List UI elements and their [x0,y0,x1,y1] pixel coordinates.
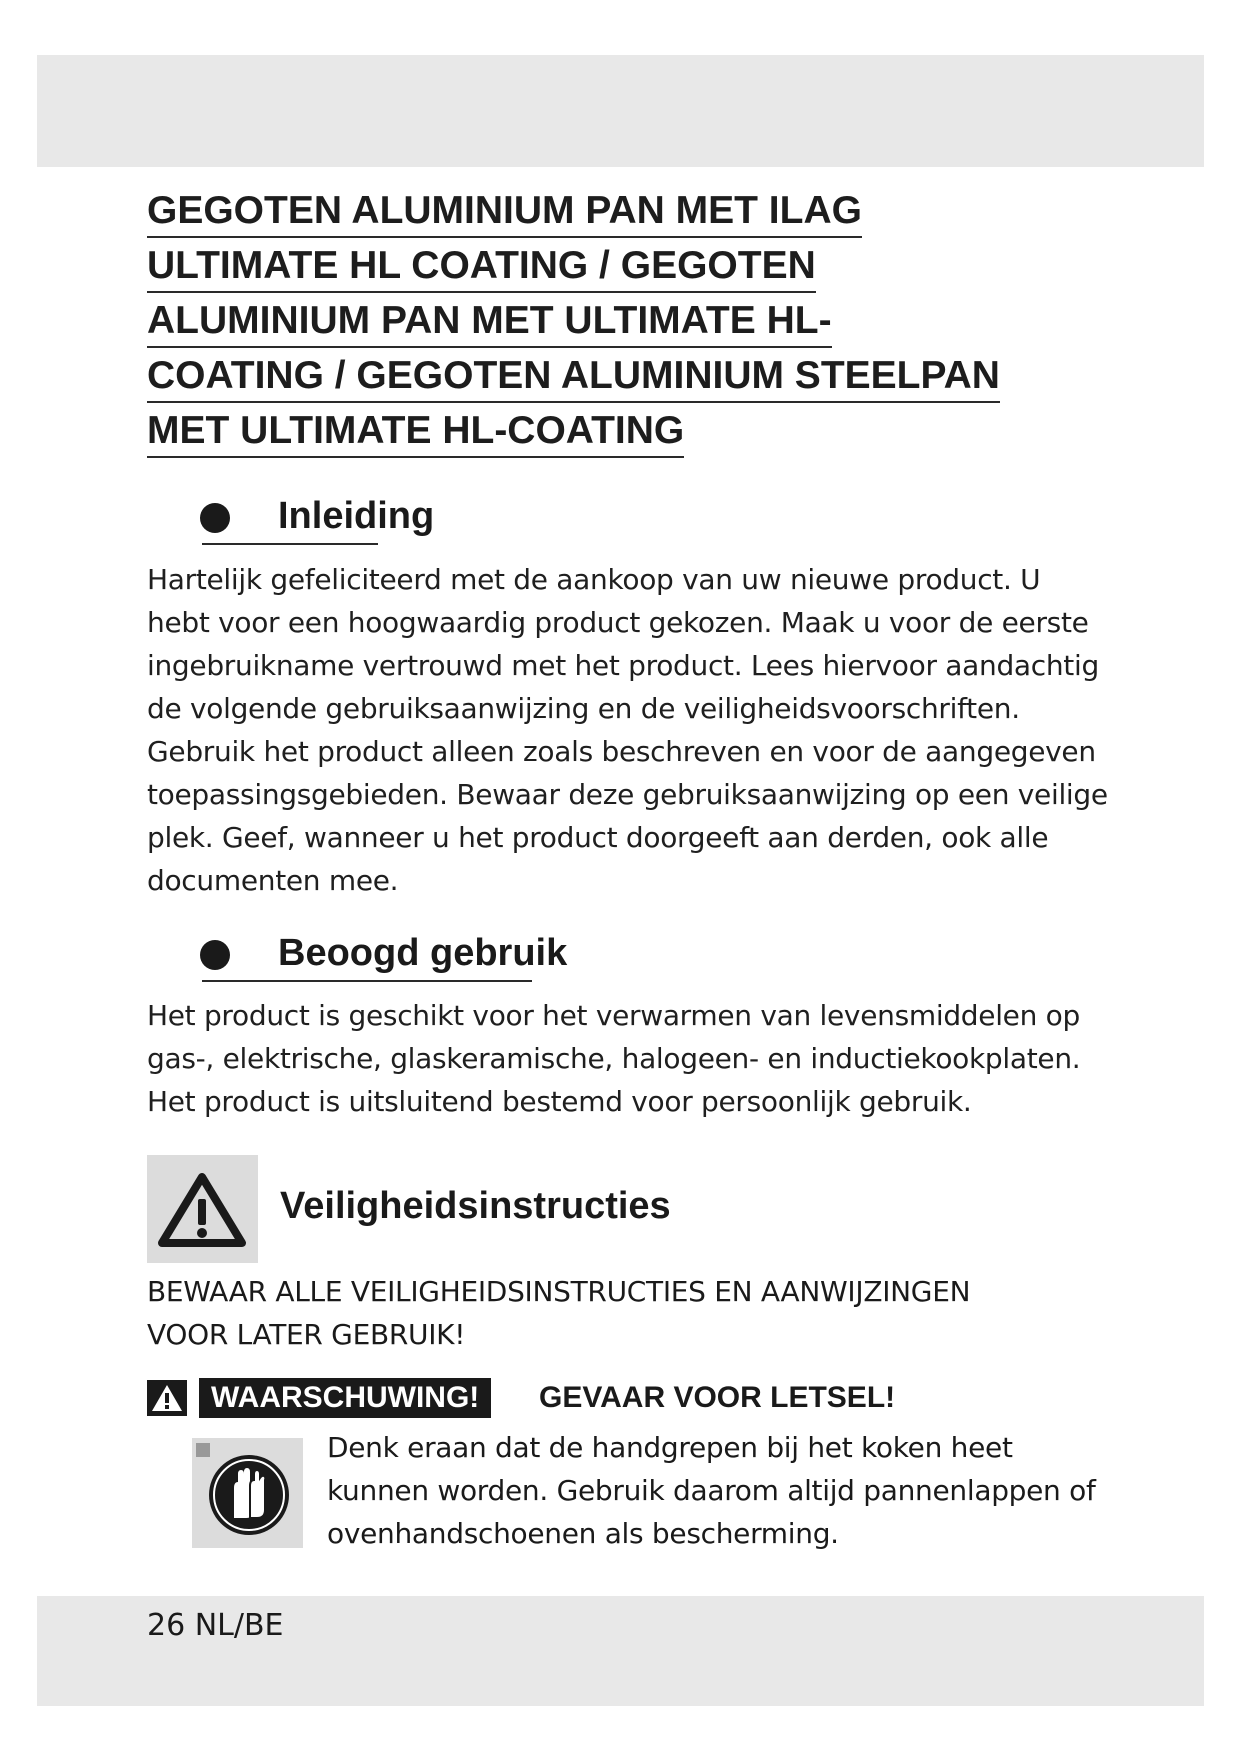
text-line: documenten mee. [147,864,399,897]
document-title [147,186,1087,461]
title-line: GEGOTEN ALUMINIUM PAN MET ILAG [147,186,862,238]
danger-text: GEVAAR VOOR LETSEL! [539,1381,896,1414]
page-number: 26 NL/BE [147,1608,284,1643]
text-line: toepassingsgebieden. Bewaar deze gebruiksaanwijzing op een veilige [147,778,1108,811]
heading-underline [202,543,378,545]
list-bullet-icon [196,1443,210,1457]
heading-underline [202,980,532,982]
text-line: gas-, elektrische, glaskeramische, halogeen- en inductiekookplaten. [147,1042,1081,1075]
section-title: Beoogd gebruik [278,932,568,974]
safety-keep-instructions [147,1270,970,1356]
intended-use-paragraph [147,994,1107,1123]
text-line: Het product is geschikt voor het verwarmen van levensmiddelen op [147,999,1080,1032]
text-line: Hartelijk gefeliciteerd met de aankoop van uw nieuwe product. U [147,563,1041,596]
gloves-instruction [327,1426,1096,1555]
text-line: Het product is uitsluitend bestemd voor persoonlijk gebruik. [147,1085,972,1118]
small-warning-icon [147,1380,187,1416]
text-line: Gebruik het product alleen zoals beschreven en voor de aangegeven [147,735,1096,768]
header-band [37,55,1204,167]
bullet-dot-icon [200,503,230,533]
warning-badge: WAARSCHUWING! [199,1378,491,1418]
text-line: VOOR LATER GEBRUIK! [147,1318,466,1351]
title-line: ULTIMATE HL COATING / GEGOTEN [147,241,816,293]
section-title-safety: Veiligheidsinstructies [280,1185,671,1227]
title-line: MET ULTIMATE HL-COATING [147,406,684,458]
section-title: Inleiding [278,495,435,537]
text-line: de volgende gebruiksaanwijzing en de veiligheidsvoorschriften. [147,692,1020,725]
title-line: ALUMINIUM PAN MET ULTIMATE HL- [147,296,832,348]
title-line: COATING / GEGOTEN ALUMINIUM STEELPAN [147,351,1000,403]
warning-sign-box [147,1155,258,1263]
text-line: ingebruikname vertrouwd met het product. Lees hiervoor aandachtig [147,649,1099,682]
text-line: ovenhandschoenen als bescherming. [327,1517,839,1550]
intro-paragraph [147,558,1107,902]
text-line: BEWAAR ALLE VEILIGHEIDSINSTRUCTIES EN AANWIJZINGEN [147,1275,971,1308]
bullet-dot-icon [200,940,230,970]
text-line: hebt voor een hoogwaardig product gekozen. Maak u voor de eerste [147,606,1089,639]
warning-triangle-icon [147,1155,258,1263]
text-line: Denk eraan dat de handgrepen bij het koken heet [327,1431,1013,1464]
text-line: plek. Geef, wanneer u het product doorgeeft aan derden, ook alle [147,821,1049,854]
text-line: kunnen worden. Gebruik daarom altijd pannenlappen of [327,1474,1096,1507]
